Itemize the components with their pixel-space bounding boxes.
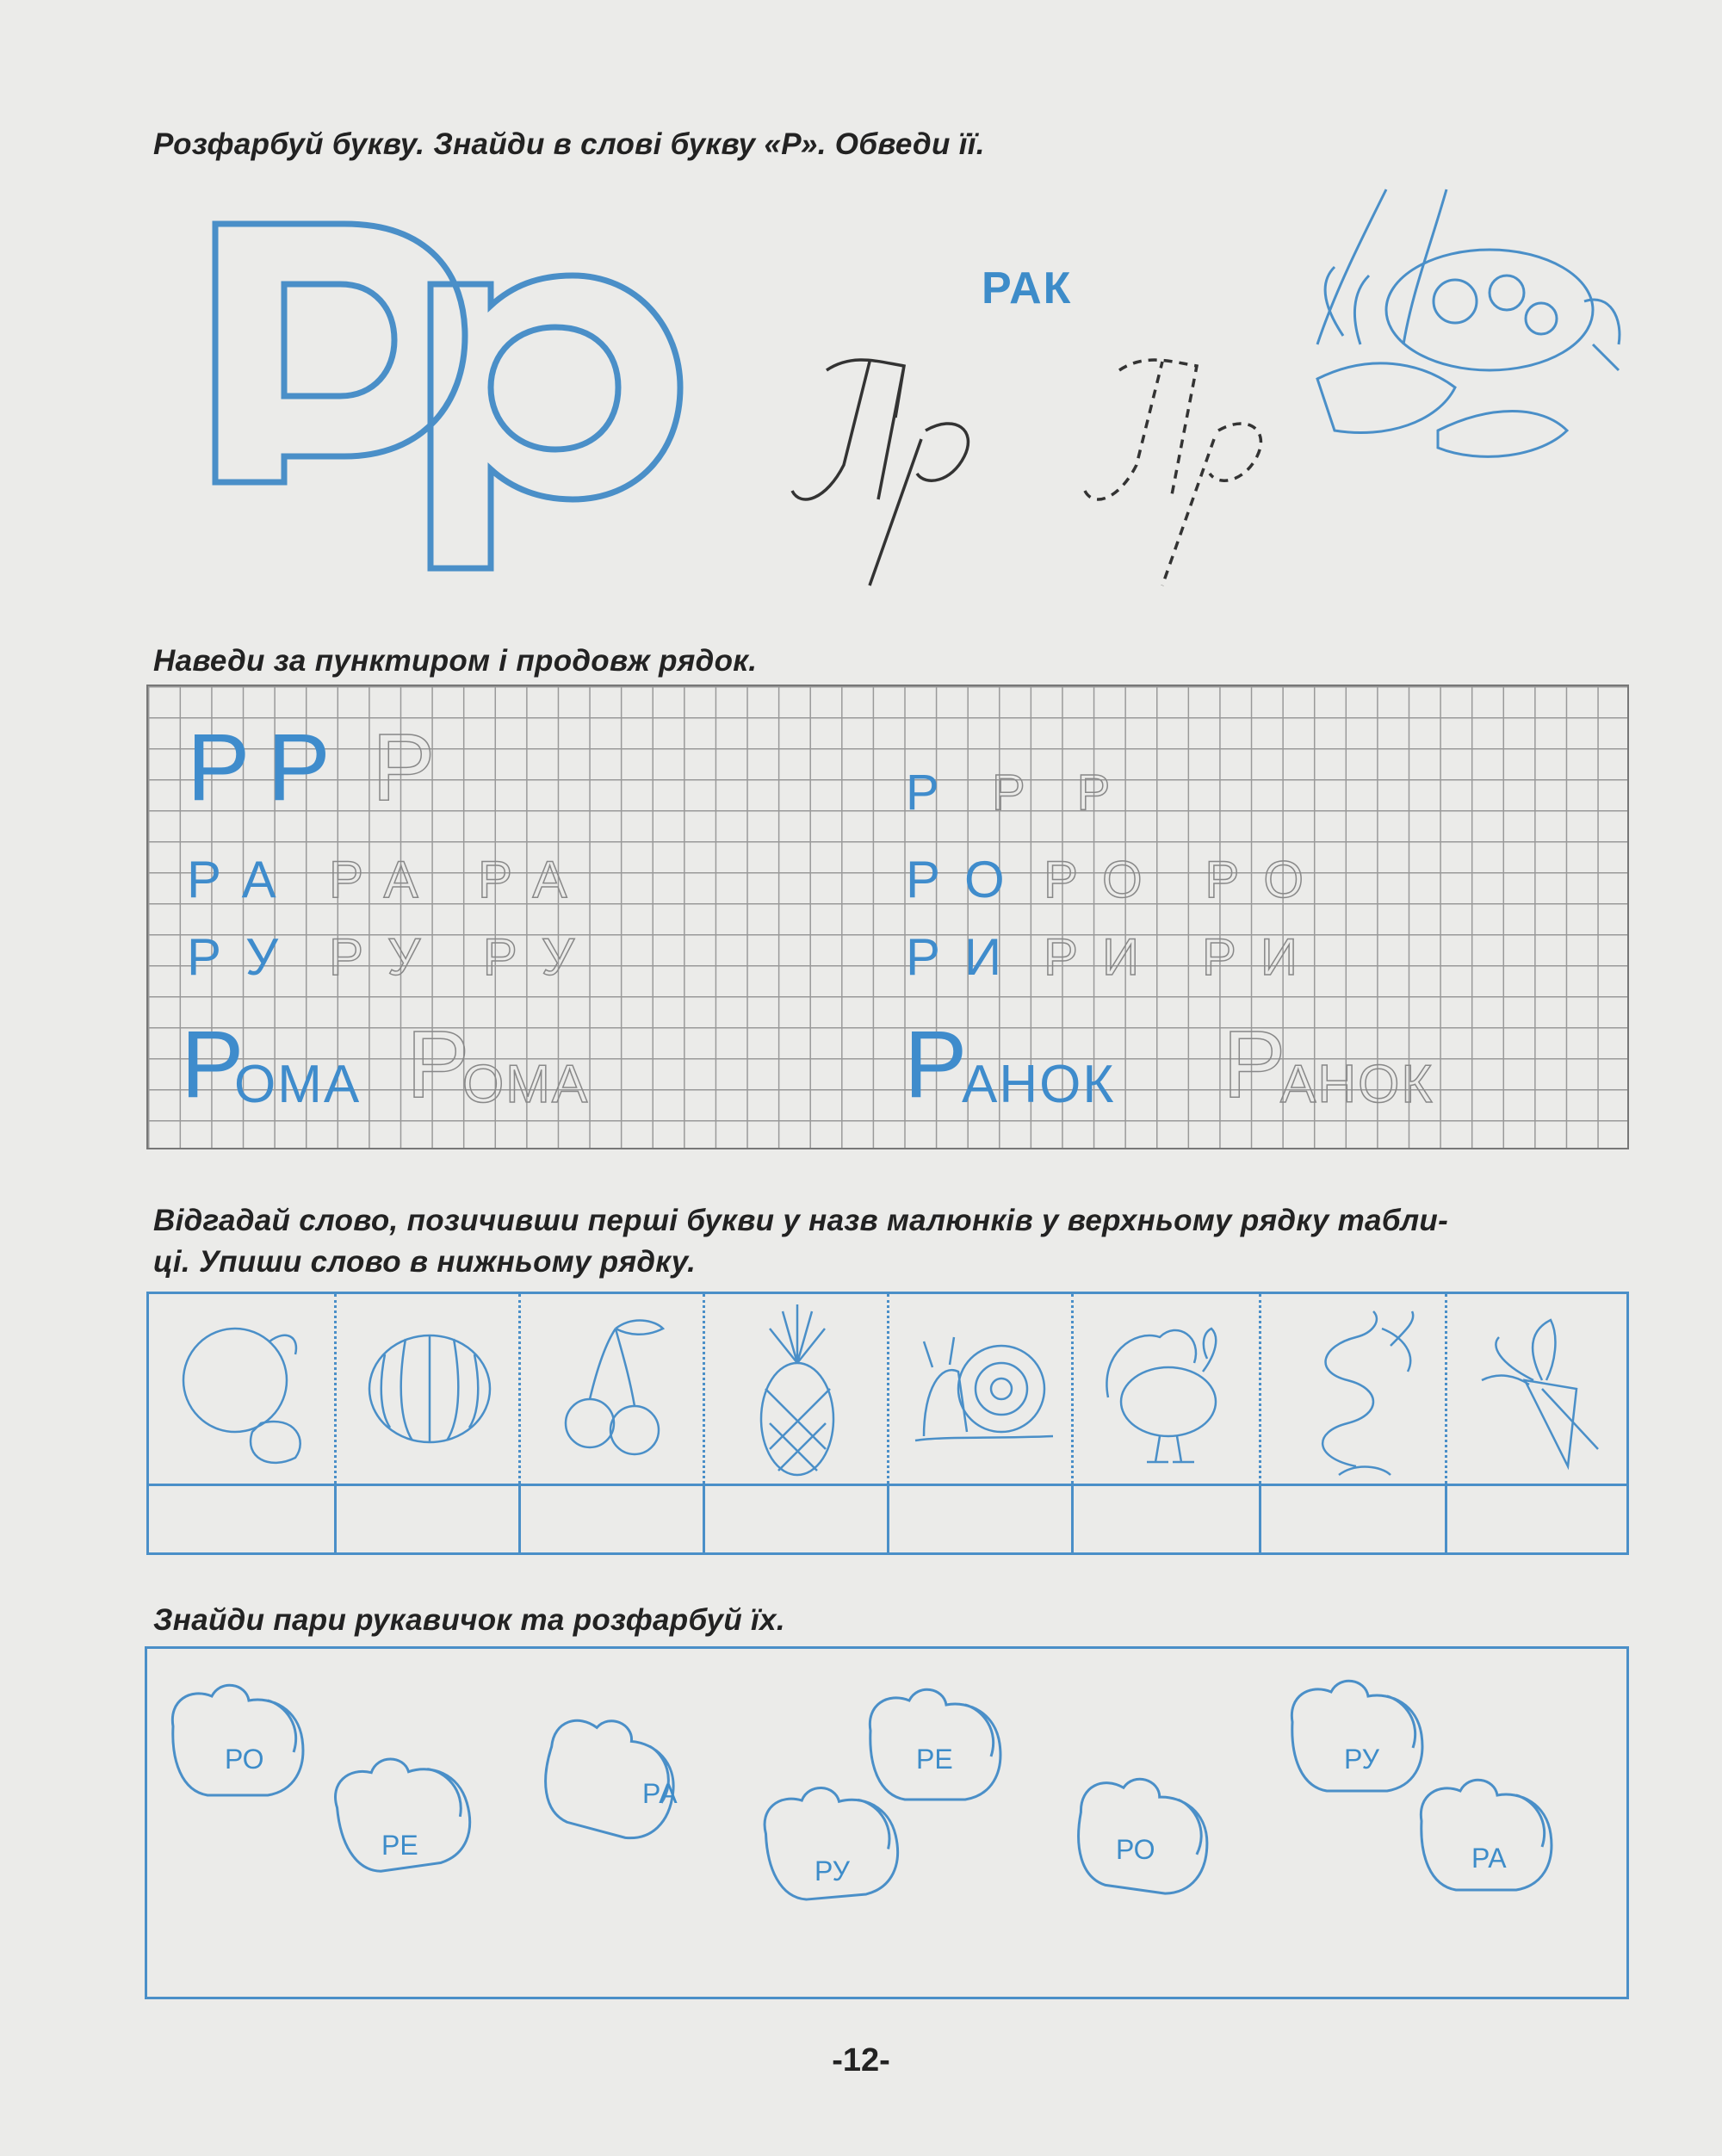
puzzle-picture-cell [889,1294,1074,1484]
trace-row1-right-dotted: PP [992,765,1162,821]
pineapple-icon [705,1294,889,1484]
instruction-trace: Наведи за пунктиром і продовж рядок. [153,644,758,678]
word-rak: РАК [982,263,1073,313]
mitten-label: РУ [1344,1744,1379,1775]
trace-row4-left-dotted-rest: ОМА [462,1055,590,1114]
puzzle-table [146,1292,1629,1555]
trace-row2-left-solid: PA [187,851,300,908]
mitten-label: РЕ [381,1830,418,1861]
puzzle-picture-cell [1447,1294,1632,1484]
instruction-guess-word-line1: Відгадай слово, позичивши перші букви у назв малюнків у верхньому рядку табли- [153,1204,1449,1237]
cursive-p-dotted [1162,424,1261,585]
carrot-icon [1447,1294,1632,1484]
mittens-drawing [147,1649,1626,1997]
mitten-label: РА [642,1778,678,1809]
answer-cell[interactable] [337,1485,521,1552]
trace-row3-left-solid: PУ [187,928,303,986]
trace-row1-left-dotted: P [372,715,460,821]
big-letter-p-outline [430,276,680,568]
big-letters-pp [198,207,715,585]
answer-cell[interactable] [705,1485,889,1552]
snail-icon [889,1294,1074,1484]
snake-icon [1261,1294,1447,1484]
trace-row4-left-dotted-big: P [406,1012,470,1118]
mitten-label: РА [1471,1843,1507,1874]
answer-cell[interactable] [521,1485,705,1552]
answer-cell[interactable] [1261,1485,1447,1552]
answer-cell[interactable] [1447,1485,1632,1552]
page-number: -12- [832,2042,890,2079]
trace-row3-right-dotted: PИ PИ [1044,928,1322,986]
answer-cell[interactable] [149,1485,337,1552]
mitten-label: РО [1116,1834,1155,1865]
watermelon-icon [337,1294,521,1484]
puzzle-picture-cell [337,1294,521,1484]
puzzle-picture-cell [705,1294,889,1484]
instruction-color-letter: Розфарбуй букву. Знайди в слові букву «Р». Обведи її. [153,127,985,161]
mittens-box [145,1646,1629,1999]
answer-cell[interactable] [1074,1485,1261,1552]
puzzle-picture-cell [521,1294,705,1484]
cursive-letters [775,336,1309,594]
puzzle-picture-cell [1074,1294,1261,1484]
puzzle-picture-cell [149,1294,337,1484]
trace-row3-left-dotted: PУ PУ [329,928,598,986]
instruction-guess-word-line2: ці. Упиши слово в нижньому рядку. [153,1245,697,1279]
mitten-label: РЕ [916,1744,953,1775]
cursive-p-solid [870,424,968,585]
trace-row4-right-rest: АНОК [962,1055,1116,1114]
tracing-grid[interactable] [146,685,1629,1149]
trace-row2-right-solid: PO [906,851,1029,908]
trace-row1-right-solid: P [906,765,963,821]
trace-row2-right-dotted: PO PO [1044,851,1329,908]
cherry-icon [521,1294,705,1484]
puzzle-picture-cell [1261,1294,1447,1484]
instruction-mittens: Знайди пари рукавичок та розфарбуй їх. [153,1603,785,1637]
trace-row3-right-solid: PИ [906,928,1026,986]
turkey-icon [1074,1294,1261,1484]
answer-cell[interactable] [889,1485,1074,1552]
mitten [533,1707,687,1847]
trace-row4-left-rest: ОМА [234,1055,362,1114]
cursive-P-solid [792,360,904,499]
trace-row4-right-dotted-big: P [1223,1012,1286,1118]
trace-row4-right-big: P [904,1012,968,1118]
mitten-label: РО [225,1744,264,1775]
trace-row4-right-dotted-rest: АНОК [1280,1055,1434,1114]
trace-row4-left-big: P [181,1012,245,1118]
crayfish-icon [1283,172,1627,465]
mitten [172,1685,303,1795]
mitten-label: РУ [815,1856,850,1886]
orange-icon [149,1294,337,1484]
cursive-P-dotted [1085,360,1197,499]
trace-row2-left-dotted: PA PA [329,851,592,908]
trace-row1-left-solid: PP [187,715,348,821]
